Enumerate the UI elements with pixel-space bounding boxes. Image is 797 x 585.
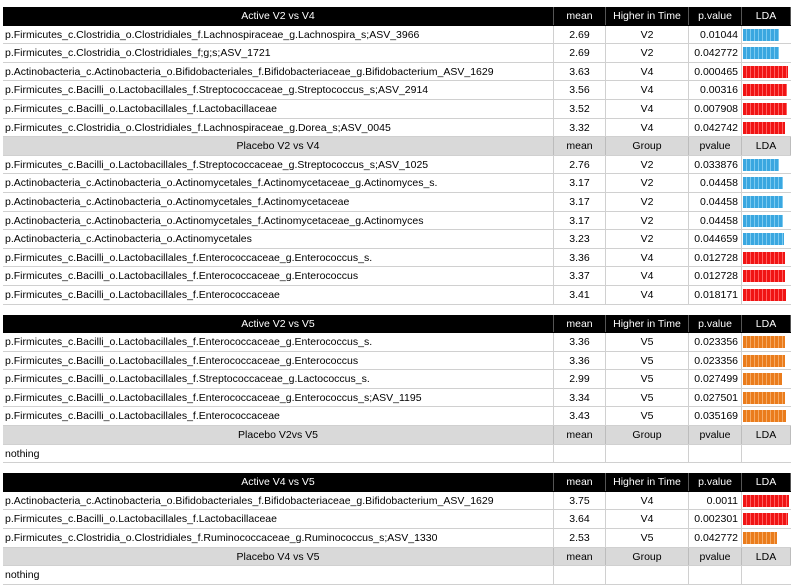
- pvalue-cell: 0.012728: [689, 249, 742, 267]
- table-row: [3, 156, 791, 175]
- group-cell: [606, 445, 689, 463]
- pvalue-cell: 0.007908: [689, 100, 742, 118]
- pvalue-cell: 0.027499: [689, 370, 742, 388]
- mean-cell: 3.32: [554, 119, 606, 137]
- lda-bar: [743, 392, 785, 404]
- pvalue-cell: 0.04458: [689, 174, 742, 192]
- table-row: [3, 286, 791, 305]
- lda-cell: [742, 249, 791, 267]
- table-row: [3, 174, 791, 193]
- mean-cell: 2.99: [554, 370, 606, 388]
- taxon-cell: p.Firmicutes_c.Bacilli_o.Lactobacillales_f.Lactobacillaceae: [3, 510, 554, 528]
- lda-cell: [742, 26, 791, 44]
- pvalue-cell: 0.023356: [689, 333, 742, 351]
- table-row: [3, 267, 791, 286]
- group-cell: V4: [606, 100, 689, 118]
- section-title: Active V4 vs V5: [3, 473, 554, 491]
- mean-cell: 3.17: [554, 193, 606, 211]
- group-cell: V4: [606, 267, 689, 285]
- taxon-cell: p.Firmicutes_c.Bacilli_o.Lactobacillales_f.Streptococcaceae_g.Streptococcus_s;ASV_2914: [3, 81, 554, 99]
- lda-bar: [743, 29, 779, 41]
- pvalue-cell: 0.01044: [689, 26, 742, 44]
- mean-cell: 3.64: [554, 510, 606, 528]
- taxon-cell: p.Actinobacteria_c.Actinobacteria_o.Bifidobacteriales_f.Bifidobacteriaceae_g.Bifidobacterium_ASV_1629: [3, 63, 554, 81]
- lda-bar: [743, 513, 788, 525]
- pvalue-cell: 0.012728: [689, 267, 742, 285]
- section-header: [3, 7, 791, 26]
- lda-bar: [743, 252, 785, 264]
- col-header-lda: LDA: [742, 7, 791, 25]
- taxon-cell: nothing: [3, 445, 554, 463]
- group-cell: V4: [606, 119, 689, 137]
- taxon-cell: p.Firmicutes_c.Bacilli_o.Lactobacillales_f.Lactobacillaceae: [3, 100, 554, 118]
- lda-cell: [742, 119, 791, 137]
- col-header-lda: LDA: [742, 426, 791, 444]
- taxon-cell: p.Actinobacteria_c.Actinobacteria_o.Actinomycetales: [3, 230, 554, 248]
- lda-cell: [742, 510, 791, 528]
- col-header-pvalue: pvalue: [689, 548, 742, 566]
- group-cell: V5: [606, 389, 689, 407]
- group-cell: V4: [606, 63, 689, 81]
- lda-cell: [742, 333, 791, 351]
- col-header-pvalue: pvalue: [689, 426, 742, 444]
- group-cell: V5: [606, 370, 689, 388]
- taxon-cell: p.Firmicutes_c.Clostridia_o.Clostridiales_f;g;s;ASV_1721: [3, 44, 554, 62]
- lda-bar: [743, 215, 783, 227]
- lda-bar: [743, 122, 785, 134]
- lda-cell: [742, 100, 791, 118]
- table-row: [3, 529, 791, 548]
- lda-cell: [742, 492, 791, 510]
- section-spacer: [3, 305, 791, 315]
- table-row: [3, 44, 791, 63]
- lda-bar: [743, 47, 779, 59]
- table-row: [3, 100, 791, 119]
- col-header-lda: LDA: [742, 315, 791, 333]
- mean-cell: 2.76: [554, 156, 606, 174]
- mean-cell: 3.36: [554, 333, 606, 351]
- mean-cell: 3.41: [554, 286, 606, 304]
- pvalue-cell: [689, 566, 742, 584]
- pvalue-cell: 0.00316: [689, 81, 742, 99]
- table-row: [3, 212, 791, 231]
- lda-cell: [742, 174, 791, 192]
- taxon-cell: p.Firmicutes_c.Bacilli_o.Lactobacillales_f.Enterococcaceae: [3, 407, 554, 425]
- lda-cell: [742, 389, 791, 407]
- mean-cell: 3.36: [554, 352, 606, 370]
- lda-cell: [742, 230, 791, 248]
- table-row: [3, 26, 791, 45]
- col-header-mean: mean: [554, 137, 606, 155]
- mean-cell: 3.17: [554, 212, 606, 230]
- mean-cell: 2.69: [554, 44, 606, 62]
- lda-bar: [743, 373, 782, 385]
- col-header-group: Group: [606, 548, 689, 566]
- col-header-pvalue: p.value: [689, 7, 742, 25]
- lda-bar: [743, 177, 783, 189]
- lda-bar: [743, 336, 785, 348]
- mean-cell: 2.53: [554, 529, 606, 547]
- table-row: [3, 352, 791, 371]
- taxon-cell: p.Firmicutes_c.Bacilli_o.Lactobacillales_f.Enterococcaceae: [3, 286, 554, 304]
- mean-cell: 3.36: [554, 249, 606, 267]
- group-cell: V2: [606, 212, 689, 230]
- lda-cell: [742, 352, 791, 370]
- table-row: [3, 119, 791, 138]
- pvalue-cell: 0.042742: [689, 119, 742, 137]
- group-cell: V5: [606, 352, 689, 370]
- taxon-cell: p.Firmicutes_c.Bacilli_o.Lactobacillales_f.Enterococcaceae_g.Enterococcus_s;ASV_1195: [3, 389, 554, 407]
- taxon-cell: p.Actinobacteria_c.Actinobacteria_o.Actinomycetales_f.Actinomycetaceae_g.Actinomyces_s.: [3, 174, 554, 192]
- taxon-cell: p.Firmicutes_c.Bacilli_o.Lactobacillales_f.Streptococcaceae_g.Lactococcus_s.: [3, 370, 554, 388]
- col-header-mean: mean: [554, 473, 606, 491]
- col-header-lda: LDA: [742, 137, 791, 155]
- table-row: [3, 389, 791, 408]
- lda-cell: [742, 156, 791, 174]
- section-header: [3, 137, 791, 156]
- mean-cell: 3.75: [554, 492, 606, 510]
- table-row: [3, 445, 791, 464]
- section-title: Active V2 vs V5: [3, 315, 554, 333]
- lda-cell: [742, 63, 791, 81]
- lda-bar: [743, 103, 787, 115]
- table-row: [3, 81, 791, 100]
- pvalue-cell: 0.035169: [689, 407, 742, 425]
- pvalue-cell: 0.018171: [689, 286, 742, 304]
- table-row: [3, 492, 791, 511]
- lda-cell: [742, 212, 791, 230]
- pvalue-cell: 0.04458: [689, 212, 742, 230]
- table-row: [3, 230, 791, 249]
- lda-bar: [743, 159, 779, 171]
- group-cell: V2: [606, 193, 689, 211]
- col-header-group: Higher in Time: [606, 7, 689, 25]
- mean-cell: 3.63: [554, 63, 606, 81]
- pvalue-cell: [689, 445, 742, 463]
- table-row: [3, 566, 791, 585]
- lda-cell: [742, 267, 791, 285]
- section-title: Placebo V2 vs V4: [3, 137, 554, 155]
- lda-cell: [742, 370, 791, 388]
- mean-cell: 3.34: [554, 389, 606, 407]
- section-title: Placebo V2vs V5: [3, 426, 554, 444]
- group-cell: V2: [606, 26, 689, 44]
- taxon-cell: p.Firmicutes_c.Clostridia_o.Clostridiales_f.Lachnospiraceae_g.Dorea_s;ASV_0045: [3, 119, 554, 137]
- col-header-group: Higher in Time: [606, 315, 689, 333]
- lda-bar: [743, 355, 785, 367]
- lda-cell: [742, 445, 791, 463]
- pvalue-cell: 0.033876: [689, 156, 742, 174]
- taxon-cell: p.Actinobacteria_c.Actinobacteria_o.Bifidobacteriales_f.Bifidobacteriaceae_g.Bifidobacterium_ASV_1629: [3, 492, 554, 510]
- taxon-cell: p.Firmicutes_c.Bacilli_o.Lactobacillales_f.Enterococcaceae_g.Enterococcus: [3, 267, 554, 285]
- mean-cell: 3.37: [554, 267, 606, 285]
- mean-cell: 3.17: [554, 174, 606, 192]
- group-cell: V2: [606, 174, 689, 192]
- lda-cell: [742, 193, 791, 211]
- lda-cell: [742, 407, 791, 425]
- taxon-cell: nothing: [3, 566, 554, 584]
- pvalue-cell: 0.042772: [689, 44, 742, 62]
- taxon-cell: p.Firmicutes_c.Clostridia_o.Clostridiales_f.Lachnospiraceae_g.Lachnospira_s;ASV_3966: [3, 26, 554, 44]
- mean-cell: 3.23: [554, 230, 606, 248]
- pvalue-cell: 0.027501: [689, 389, 742, 407]
- taxon-cell: p.Actinobacteria_c.Actinobacteria_o.Actinomycetales_f.Actinomycetaceae: [3, 193, 554, 211]
- taxon-cell: p.Firmicutes_c.Bacilli_o.Lactobacillales_f.Enterococcaceae_g.Enterococcus_s.: [3, 249, 554, 267]
- taxon-cell: p.Firmicutes_c.Bacilli_o.Lactobacillales_f.Enterococcaceae_g.Enterococcus_s.: [3, 333, 554, 351]
- lda-bar: [743, 233, 784, 245]
- col-header-mean: mean: [554, 426, 606, 444]
- section-header: [3, 548, 791, 567]
- table-row: [3, 510, 791, 529]
- section-header: [3, 426, 791, 445]
- group-cell: V5: [606, 333, 689, 351]
- group-cell: V5: [606, 407, 689, 425]
- taxon-cell: p.Firmicutes_c.Clostridia_o.Clostridiales_f.Ruminococcaceae_g.Ruminococcus_s;ASV_1330: [3, 529, 554, 547]
- col-header-lda: LDA: [742, 548, 791, 566]
- lda-bar: [743, 66, 788, 78]
- table-row: [3, 370, 791, 389]
- col-header-mean: mean: [554, 315, 606, 333]
- table-row: [3, 193, 791, 212]
- mean-cell: [554, 445, 606, 463]
- col-header-mean: mean: [554, 7, 606, 25]
- section-header: [3, 315, 791, 334]
- lda-bar: [743, 495, 789, 507]
- group-cell: V2: [606, 156, 689, 174]
- table-row: [3, 249, 791, 268]
- pvalue-cell: 0.044659: [689, 230, 742, 248]
- col-header-mean: mean: [554, 548, 606, 566]
- pvalue-cell: 0.042772: [689, 529, 742, 547]
- lda-bar: [743, 532, 777, 544]
- group-cell: V2: [606, 44, 689, 62]
- mean-cell: 2.69: [554, 26, 606, 44]
- section-spacer: [3, 463, 791, 473]
- lda-cell: [742, 44, 791, 62]
- mean-cell: 3.52: [554, 100, 606, 118]
- taxon-cell: p.Firmicutes_c.Bacilli_o.Lactobacillales_f.Enterococcaceae_g.Enterococcus: [3, 352, 554, 370]
- mean-cell: 3.56: [554, 81, 606, 99]
- group-cell: V4: [606, 81, 689, 99]
- group-cell: [606, 566, 689, 584]
- group-cell: V4: [606, 249, 689, 267]
- group-cell: V4: [606, 492, 689, 510]
- group-cell: V2: [606, 230, 689, 248]
- table-row: [3, 63, 791, 82]
- group-cell: V4: [606, 510, 689, 528]
- section-title: Placebo V4 vs V5: [3, 548, 554, 566]
- lda-bar: [743, 410, 786, 422]
- lda-cell: [742, 81, 791, 99]
- lda-bar: [743, 196, 783, 208]
- lda-cell: [742, 286, 791, 304]
- table-row: [3, 333, 791, 352]
- section-header: [3, 473, 791, 492]
- pvalue-cell: 0.002301: [689, 510, 742, 528]
- col-header-lda: LDA: [742, 473, 791, 491]
- group-cell: V4: [606, 286, 689, 304]
- section-title: Active V2 vs V4: [3, 7, 554, 25]
- col-header-pvalue: pvalue: [689, 137, 742, 155]
- col-header-group: Group: [606, 137, 689, 155]
- lda-bar: [743, 270, 785, 282]
- lefse-results-table: [3, 7, 791, 585]
- lda-cell: [742, 529, 791, 547]
- pvalue-cell: 0.0011: [689, 492, 742, 510]
- group-cell: V5: [606, 529, 689, 547]
- col-header-group: Group: [606, 426, 689, 444]
- table-row: [3, 407, 791, 426]
- pvalue-cell: 0.000465: [689, 63, 742, 81]
- lda-bar: [743, 84, 787, 96]
- col-header-group: Higher in Time: [606, 473, 689, 491]
- col-header-pvalue: p.value: [689, 315, 742, 333]
- lda-bar: [743, 289, 786, 301]
- lda-cell: [742, 566, 791, 584]
- taxon-cell: p.Actinobacteria_c.Actinobacteria_o.Actinomycetales_f.Actinomycetaceae_g.Actinomyces: [3, 212, 554, 230]
- mean-cell: [554, 566, 606, 584]
- col-header-pvalue: p.value: [689, 473, 742, 491]
- pvalue-cell: 0.023356: [689, 352, 742, 370]
- pvalue-cell: 0.04458: [689, 193, 742, 211]
- mean-cell: 3.43: [554, 407, 606, 425]
- taxon-cell: p.Firmicutes_c.Bacilli_o.Lactobacillales_f.Streptococcaceae_g.Streptococcus_s;ASV_1025: [3, 156, 554, 174]
